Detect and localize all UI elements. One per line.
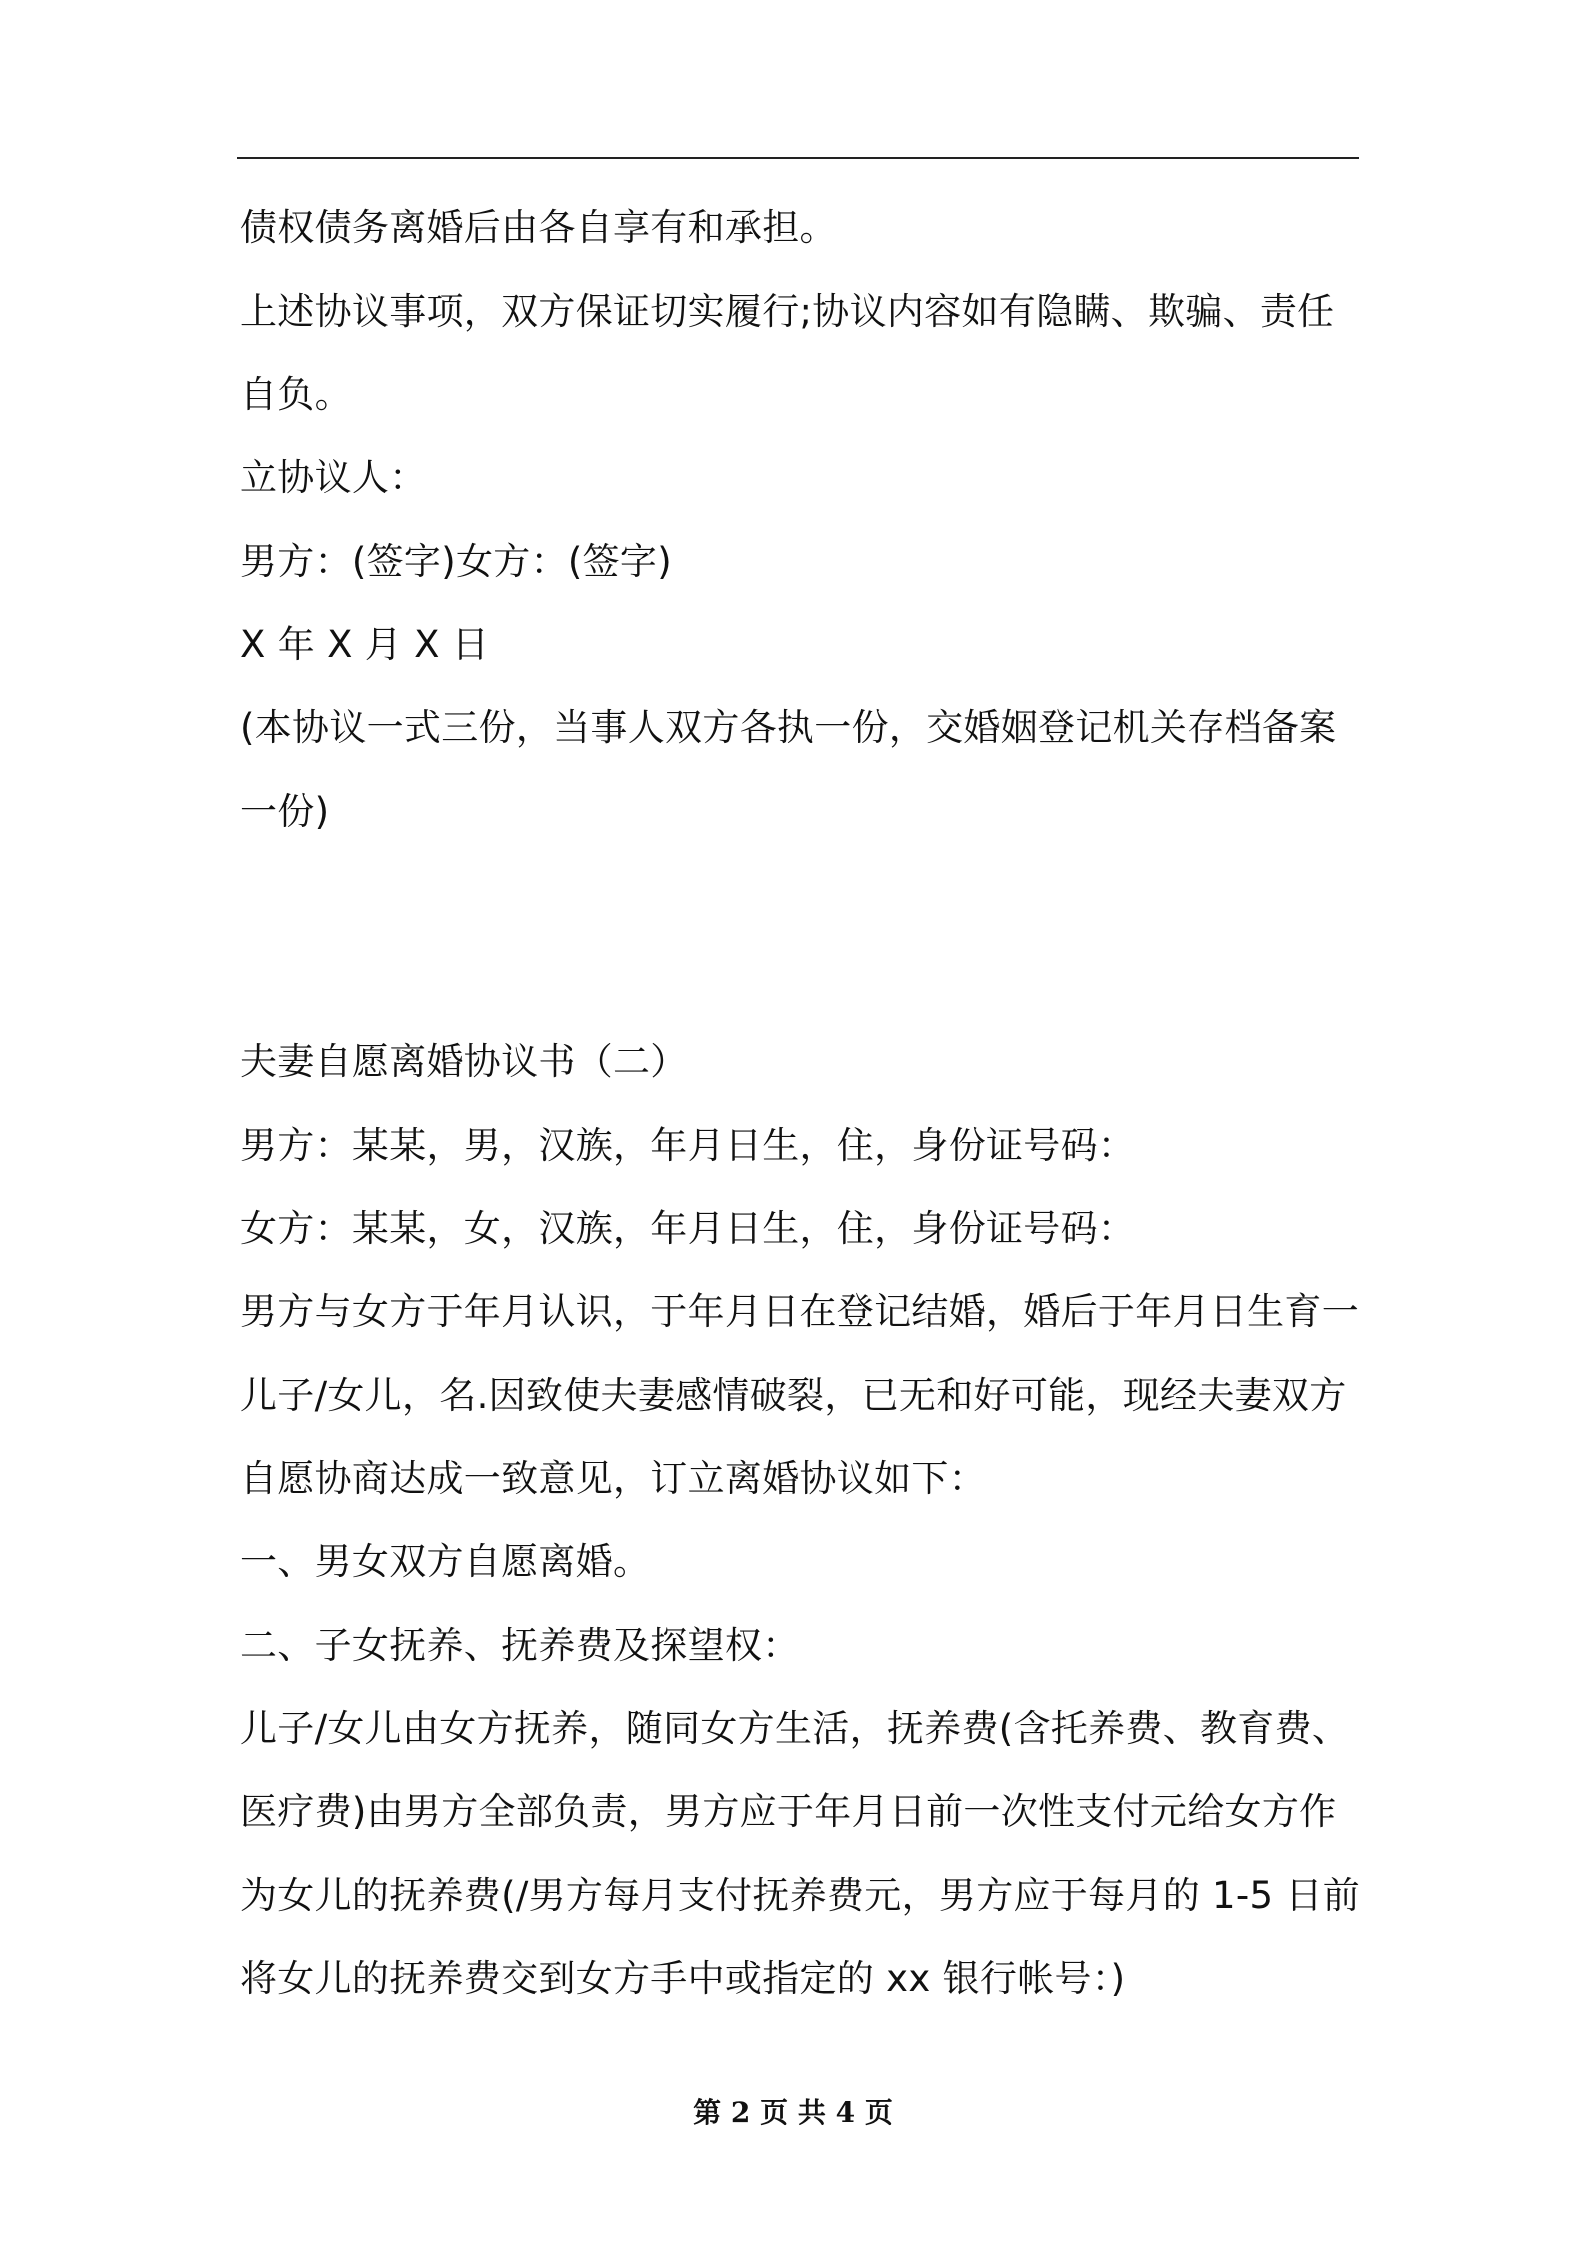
text-line: 一份) — [240, 790, 330, 833]
section-title: 夫妻自愿离婚协议书（二） — [240, 1040, 688, 1083]
text-line: 自愿协商达成一致意见，订立离婚协议如下： — [240, 1457, 986, 1500]
date-line: X 年 X 月 X 日 — [240, 623, 490, 666]
text-line: 儿子/女儿，名.因致使夫妻感情破裂，已无和好可能，现经夫妻双方 — [240, 1374, 1347, 1417]
text-line: 儿子/女儿由女方抚养，随同女方生活，抚养费(含托养费、教育费、 — [240, 1707, 1350, 1750]
text-line: 男方与女方于年月认识，于年月日在登记结婚，婚后于年月日生育一 — [240, 1290, 1359, 1333]
text-line: 债权债务离婚后由各自享有和承担。 — [240, 206, 837, 249]
text-line: 为女儿的抚养费(/男方每月支付抚养费元，男方应于每月的 1-5 日前 — [240, 1874, 1361, 1917]
page-number: 第 2 页 共 4 页 — [693, 2096, 893, 2129]
text-line: (本协议一式三份，当事人双方各执一份，交婚姻登记机关存档备案 — [240, 706, 1337, 749]
header-rule — [237, 157, 1359, 159]
text-line: 女方：某某，女，汉族，年月日生，住，身份证号码： — [240, 1207, 1136, 1250]
clause-heading: 二、子女抚养、抚养费及探望权： — [240, 1624, 800, 1667]
text-line: 上述协议事项，双方保证切实履行;协议内容如有隐瞒、欺骗、责任 — [240, 290, 1335, 333]
signatories-heading: 立协议人： — [240, 456, 427, 499]
text-line: 医疗费)由男方全部负责，男方应于年月日前一次性支付元给女方作 — [240, 1790, 1337, 1833]
clause-heading: 一、男女双方自愿离婚。 — [240, 1540, 651, 1583]
text-line: 自负。 — [240, 373, 352, 416]
text-line: 将女儿的抚养费交到女方手中或指定的 xx 银行帐号：) — [240, 1957, 1126, 2000]
signature-line: 男方：(签字)女方：(签字) — [240, 540, 672, 583]
text-line: 男方：某某，男，汉族，年月日生，住，身份证号码： — [240, 1124, 1136, 1167]
